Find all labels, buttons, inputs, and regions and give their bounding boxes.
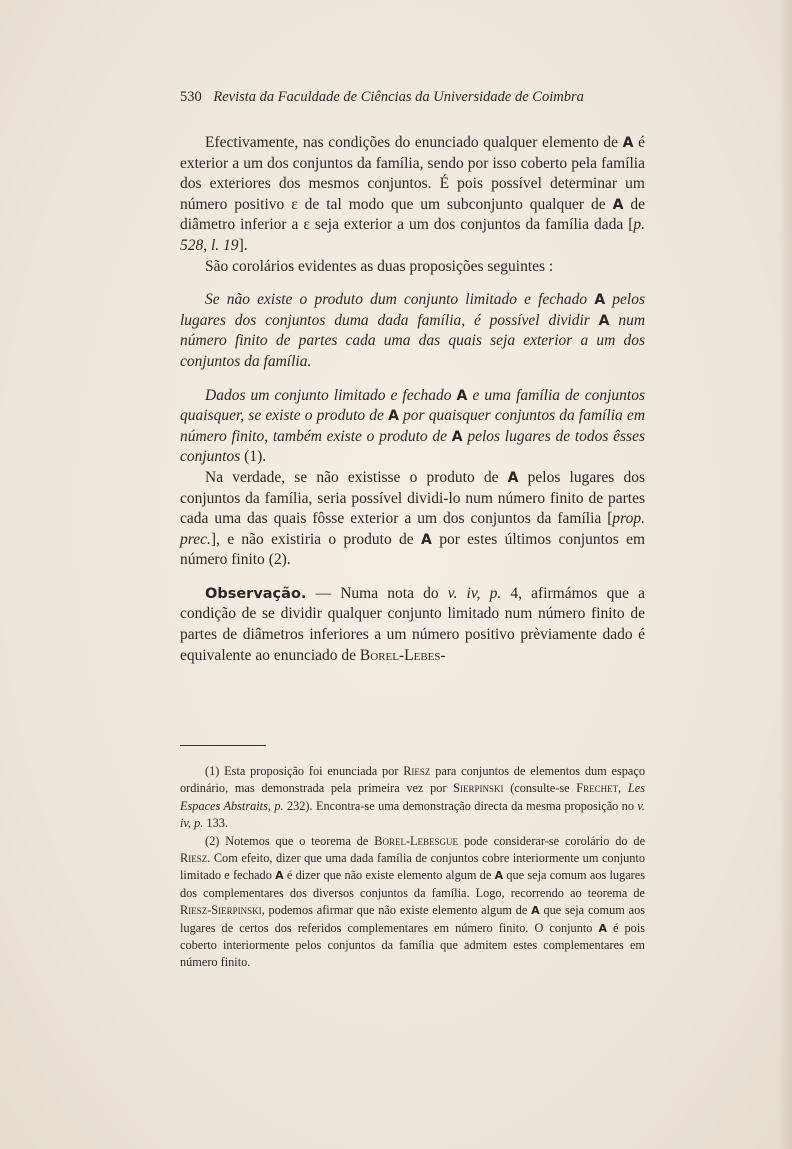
running-header [180, 89, 680, 106]
page-edge-shadow [778, 0, 792, 1149]
paragraph-1: Efectivamente, nas condições do enunciado qualquer elemento de A é exterior a um dos conjuntos da família, sendo por isso coberto pela família dos exteriores dos mesmos conjuntos. É pois possível determinar um número positivo ε de tal modo que um subconjunto qualquer de A de diâmetro inferior a ε seja exterior a um dos conjuntos da família dada [p. 528, l. 19]. [180, 134, 646, 254]
main-text [180, 133, 645, 666]
page-number: 530 [180, 89, 202, 105]
footnote-2: (2) Notemos que o teorema de Borel-Lebesgue pode considerar-se corolário do de Riesz. Com efeito, dizer que uma dada família de conjuntos cobre interiormente um conjunto limitado e fechado A é dizer que não existe elemento algum de A que seja comum aos lugares dos complementares dos diversos conjuntos da família. Logo, recorrendo ao teorema de Riesz-Sierpinski, podemos afirmar que não existe elemento algum de A que seja comum aos lugares de certos dos referidos complementares em número finito. O conjunto A é pois coberto interiormente pelos conjuntos da família que admitem estes complementares em número finito. [180, 833, 646, 970]
footnote-ref-1[interactable]: (1) [244, 448, 263, 466]
observation-paragraph: Observação. — Numa nota do v. iv, p. 4, afirmámos que a condição de se dividir qualquer conjunto limitado num número finito de partes de diâmetros inferiores a um número positivo prèviamente dado é equivalente ao enunciado de Borel-Lebes- [180, 584, 646, 664]
observation-heading: Observação. [205, 585, 307, 602]
proposition-1: Se não existe o produto dum conjunto limitado e fechado A pelos lugares dos conjuntos duma dada família, é possível dividir A num número finito de partes cada uma das quais seja exterior a um dos conjuntos da família. [180, 291, 646, 370]
proposition-2: Dados um conjunto limitado e fechado A e uma família de conjuntos quaisquer, se existe o produto de A por quaisquer conjuntos da família em número finito, também existe o produto de A pelos lugares de todos êsses conjuntos (1). [180, 386, 646, 466]
footnote-1: (1) Esta proposição foi enunciada por Riesz para conjuntos de elementos dum espaço ordinário, mas demonstrada pela primeira vez por Sierpinski (consulte-se Frechet, Les Espaces Abstraits, p. 232). Encontra-se uma demonstração directa da mesma proposição no v. iv, p. 133. [180, 764, 645, 831]
journal-title: Revista da Faculdade de Ciências da Universidade de Coimbra [213, 89, 584, 105]
footnotes [180, 763, 645, 972]
paragraph-5: Na verdade, se não existisse o produto de A pelos lugares dos conjuntos da família, seria possível dividi-lo num número finito de partes cada uma das quais fôsse exterior a um dos conjuntos da família [prop. prec.], e não existiria o produto de A por estes últimos conjuntos em número finito (2). [180, 468, 646, 569]
footnote-rule [180, 745, 266, 746]
footnote-ref-2[interactable]: (2) [268, 551, 287, 569]
paragraph-2: São corolários evidentes as duas proposições seguintes : [205, 257, 554, 275]
